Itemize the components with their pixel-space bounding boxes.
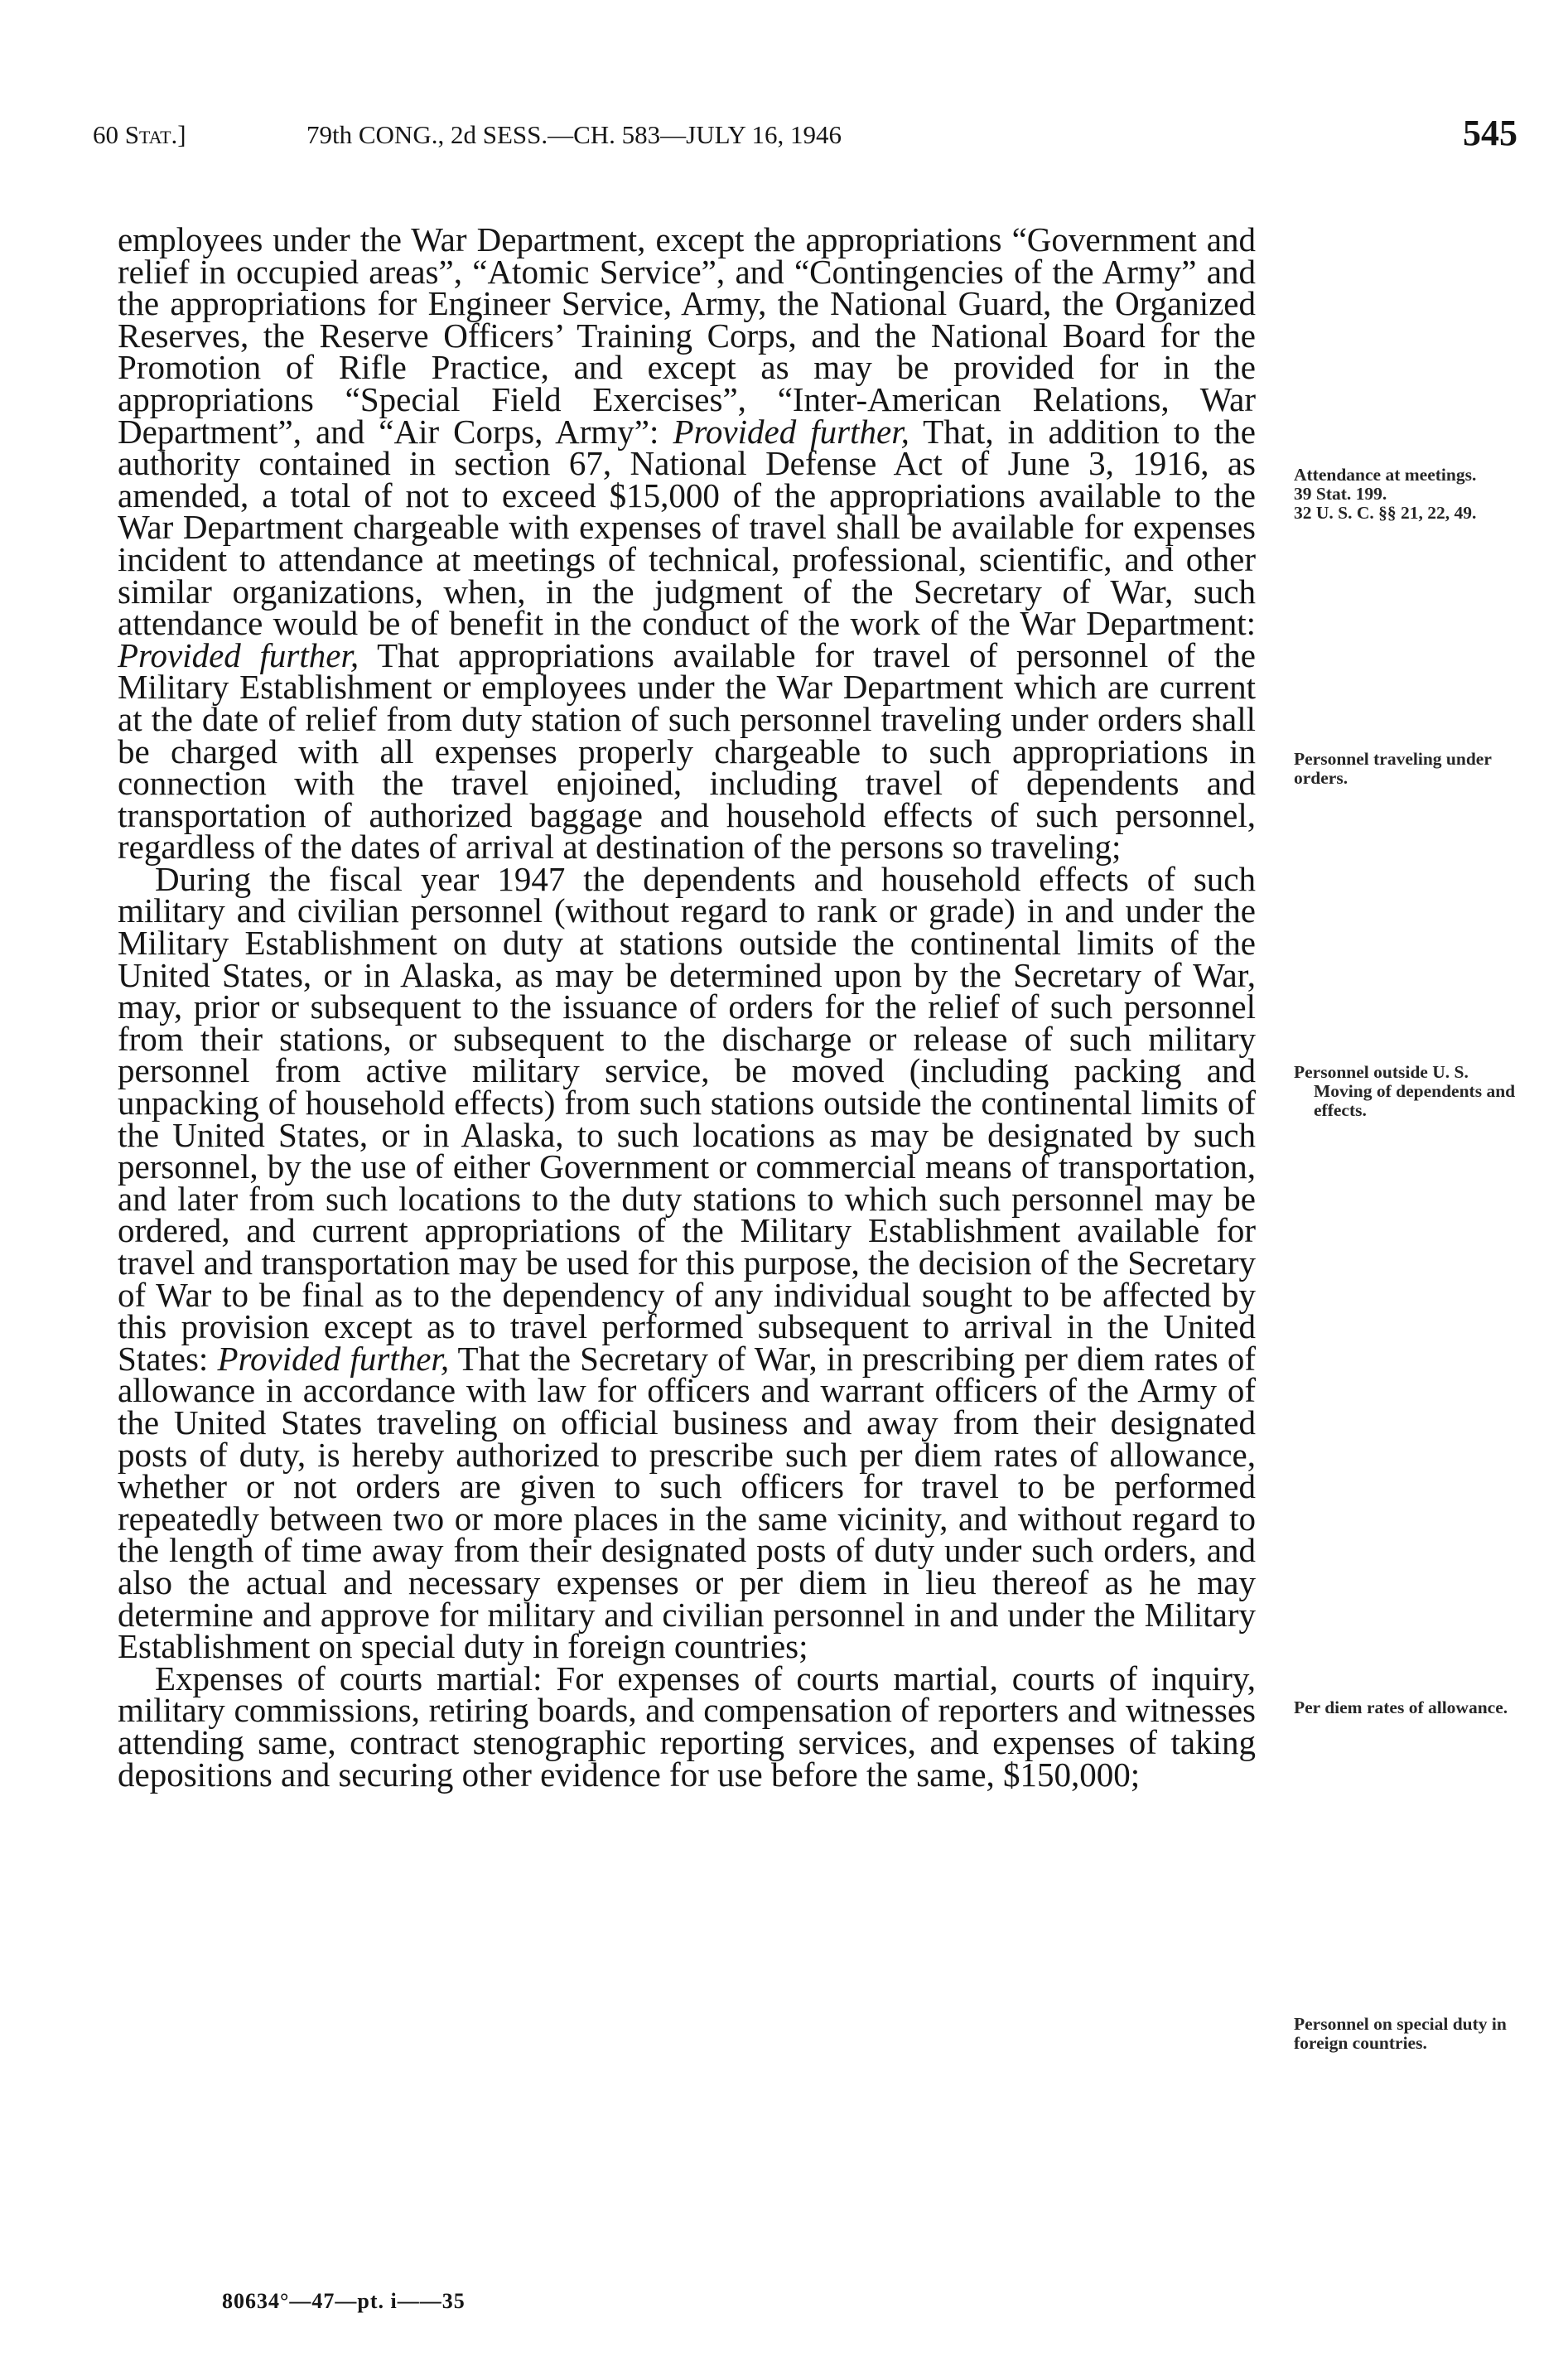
text-segment: That the Secretary of War, in prescribing per diem rates of allowance in accordance with law for officers and warrant officers of the Army of the United States traveling on official business and away from their designated posts of duty, is hereby authorized to prescribe such per diem rates of allowance, whether or not orders are given to such officers for travel to be performed repeatedly between two or more places in the same vicinity, and without regard to the length of time away from their designated posts of duty under such orders, and also the actual and necessary expenses or per diem in lieu thereof as he may determine and approve for military and civilian personnel in and under the Military Establishment on special duty in foreign countries; bbox=[118, 1339, 1256, 1666]
proviso-italic: Provided further, bbox=[217, 1339, 450, 1378]
statute-volume: 60 Stat.] bbox=[93, 120, 186, 149]
paragraph-dependents bbox=[118, 859, 1256, 1666]
main-text bbox=[118, 220, 1256, 1794]
paragraph-travel bbox=[118, 220, 1256, 867]
margin-note-personnel-traveling: Personnel traveling under orders. bbox=[1294, 749, 1492, 788]
margin-note-special-duty: Personnel on special duty in foreign countries. bbox=[1294, 2014, 1507, 2053]
margin-note-attendance bbox=[1294, 466, 1519, 523]
session-citation: 79th CONG., 2d SESS.—CH. 583—JULY 16, 1946 bbox=[306, 120, 842, 149]
text-segment: That, in addition to the authority contained in section 67, National Defense Act of June 3, 1916, as amended, a total of not to exceed $15,000 of the appropriations available to the War Department chargeable with expenses of travel shall be available for expenses incident to attendance at meetings of technical, professional, scientific, and other similar organizations, when, in the judgment of the Secretary of War, such attendance would be of benefit in the conduct of the work of the War Department: bbox=[118, 412, 1256, 643]
paragraph-courts-martial bbox=[118, 1659, 1256, 1794]
page-header bbox=[93, 114, 1517, 156]
margin-note-title: Attendance at meetings. bbox=[1294, 465, 1477, 485]
text-segment: That appropriations available for travel of personnel of the Military Establishment or employees under the War Department which are current at the date of relief from duty station of such personnel traveling under orders shall be charged with all expenses properly chargeable to such appropriations in connection with the travel enjoined, including travel of dependents and transportation of authorized baggage and household effects of such personnel, regardless of the dates of arrival at destination of the persons so traveling; bbox=[118, 635, 1256, 867]
margin-note-subtitle: Moving of dependents and effects. bbox=[1314, 1081, 1516, 1120]
page-number: 545 bbox=[1463, 113, 1517, 153]
margin-note-citation: 39 Stat. 199. bbox=[1294, 484, 1387, 504]
text-segment: employees under the War Department, except the appropriations “Government and relief in occupied areas”, “Atomic Service”, and “Contingencies of the Army” and the appropriations for Engineer Service, Army, the National Guard, the Organized Reserves, the Reserve Officers’ Training Corps, and the National Board for the Promotion of Rifle Practice, and except as may be provided for in the appropriations “Special Field Exercises”, “Inter-American Relations, War Department”, and “Air Corps, Army”: bbox=[118, 220, 1256, 451]
text-segment: During the fiscal year 1947 the dependents and household effects of such military and civilian personnel (without regard to rank or grade) in and under the Military Establishment on duty at stations outside the continental limits of the United States, or in Alaska, as may be determined upon by the Secretary of War, may, prior or subsequent to the issuance of orders for the relief of such personnel from their stations, or subsequent to the discharge or release of such military personnel from active military service, be moved (including packing and unpacking of household effects) from such stations outside the continental limits of the United States, or in Alaska, to such locations as may be designated by such personnel, by the use of either Government or commercial means of transportation, and later from such locations to the duty stations to which such personnel may be ordered, and current appropriations of the Military Establishment available for travel and transportation may be used for this purpose, the decision of the Secretary of War to be final as to the dependency of any individual sought to be affected by this provision except as to travel performed subsequent to arrival in the United States: bbox=[118, 859, 1256, 1378]
proviso-italic: Provided further, bbox=[673, 412, 909, 451]
margin-note-personnel-outside bbox=[1294, 1063, 1519, 1120]
text-segment: Expenses of courts martial: For expenses of courts martial, courts of inquiry, military commissions, retiring boards, and compensation of reporters and witnesses attending same, contract stenographic reporting services, and expenses of taking depositions and securing other evidence for use before the same, $150,000; bbox=[118, 1659, 1256, 1794]
proviso-italic: Provided further, bbox=[118, 635, 359, 674]
margin-note-title: Personnel outside U. S. bbox=[1294, 1062, 1469, 1082]
margin-note-per-diem: Per diem rates of allowance. bbox=[1294, 1697, 1508, 1717]
margin-note-citation: 32 U. S. C. §§ 21, 22, 49. bbox=[1294, 503, 1477, 523]
page-footer: 80634°—47—pt. i——35 bbox=[222, 2289, 466, 2313]
